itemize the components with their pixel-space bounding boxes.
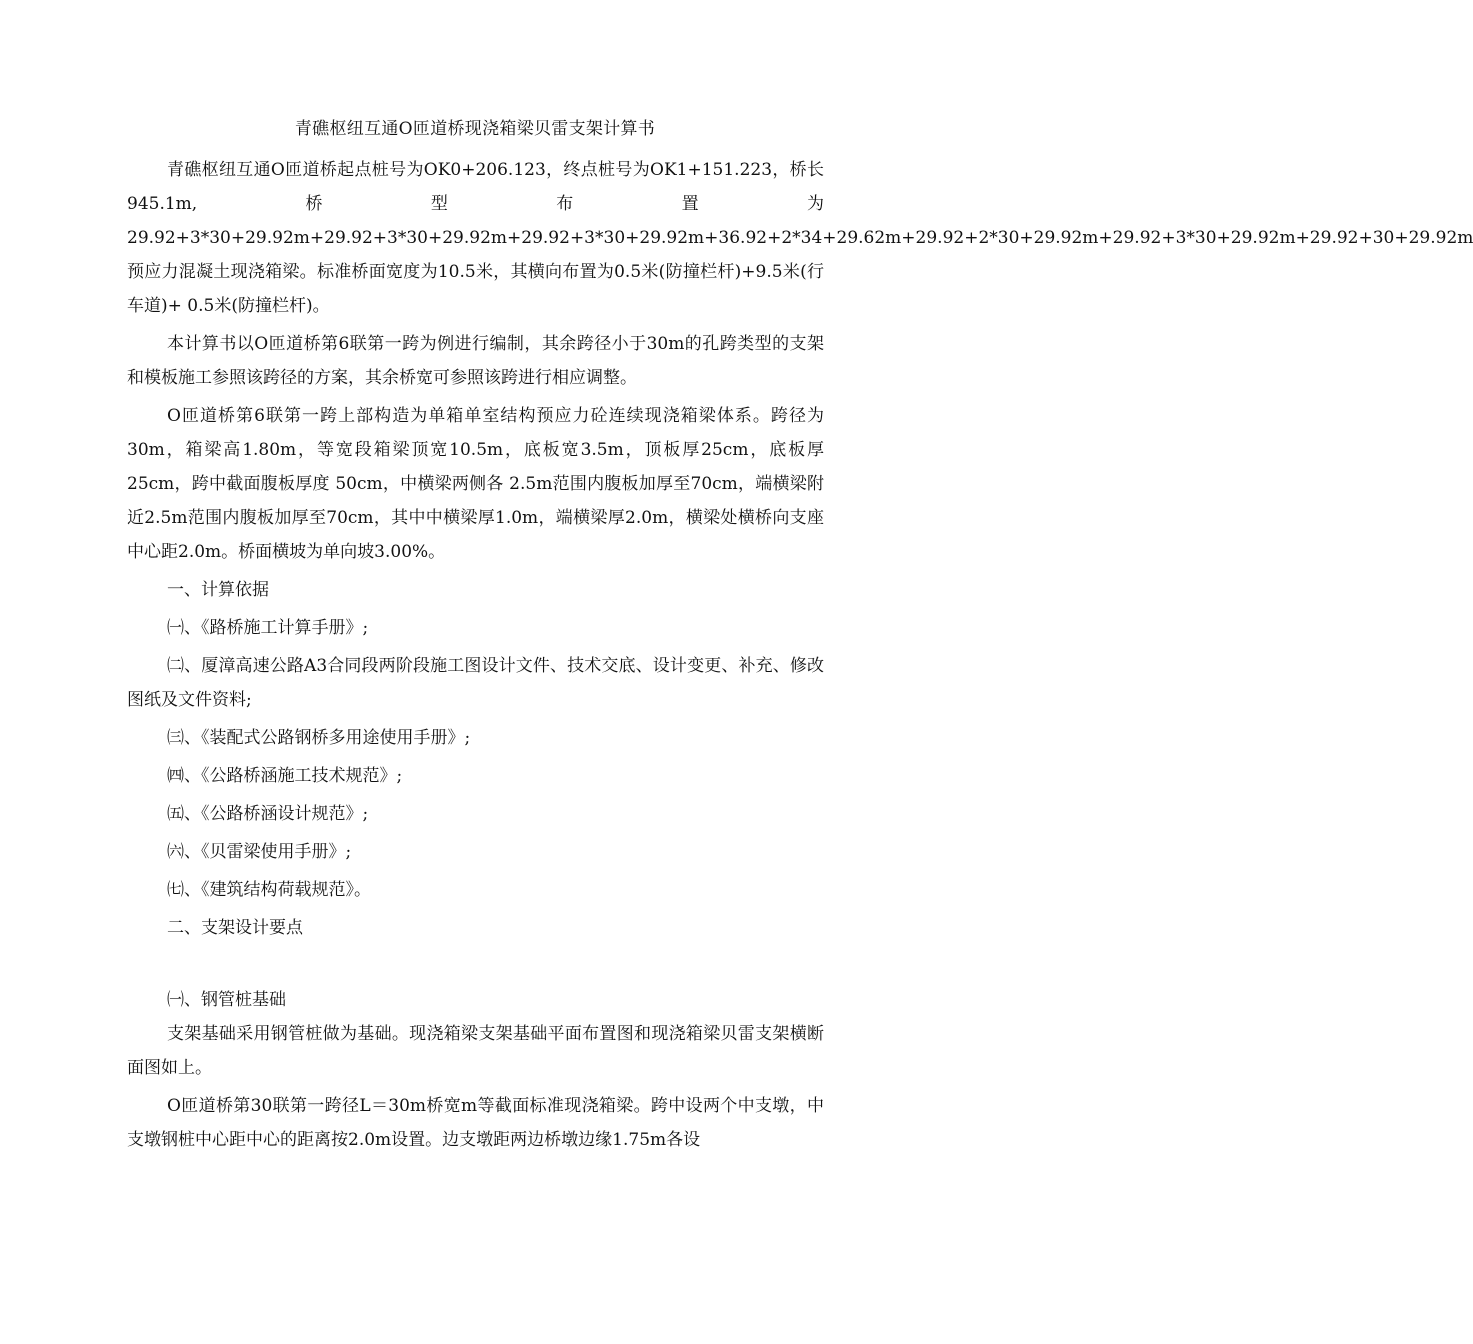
scope-paragraph: 本计算书以O匝道桥第6联第一跨为例进行编制，其余跨径小于30m的孔跨类型的支架和模板施工参照该跨径的方案，其余桥宽可参照该跨进行相应调整。 xyxy=(127,334,824,388)
span-paragraph: O匝道桥第30联第一跨径L＝30m桥宽m等截面标准现浇箱梁。跨中设两个中支墩，中支墩钢桩中心距中心的距离按2.0m设置。边支墩距两边桥墩边缘1.75m各设 xyxy=(127,1096,824,1150)
basis-item-5: ㈤、《公路桥涵设计规范》; xyxy=(167,804,369,824)
blank-line xyxy=(127,945,824,979)
intro-paragraph: 青礁枢纽互通O匝道桥起点桩号为OK0+206.123，终点桩号为OK1+151.223，桥长945.1m,桥型布置为29.92+3*30+29.92m+29.92+3*30+29.92m+29.92+3*30+29.92m+36.92+2*34+29.62m+29.92+2*30+29.92m+29.92+3*30+29.92m+29.92+30+29.92m预应力混凝土现浇箱梁。标准桥面宽度为10.5米，其横向布置为0.5米(防撞栏杆)+9.5米(行车道)+ 0.5米(防撞栏杆)。 xyxy=(127,160,1473,316)
basis-item-1: ㈠、《路桥施工计算手册》; xyxy=(167,618,369,638)
basis-item-4: ㈣、《公路桥涵施工技术规范》; xyxy=(167,766,403,786)
section-heading-basis: 一、计算依据 xyxy=(167,580,269,600)
basis-item-3: ㈢、《装配式公路钢桥多用途使用手册》; xyxy=(167,728,471,748)
basis-item-7: ㈦、《建筑结构荷载规范》。 xyxy=(167,880,371,900)
basis-item-6: ㈥、《贝雷梁使用手册》; xyxy=(167,842,352,862)
foundation-paragraph: 支架基础采用钢管桩做为基础。现浇箱梁支架基础平面布置图和现浇箱梁贝雷支架横断面图如上。 xyxy=(127,1024,824,1078)
document-title: 青礁枢纽互通O匝道桥现浇箱梁贝雷支架计算书 xyxy=(294,119,656,139)
subsection-heading-foundation: ㈠、钢管桩基础 xyxy=(167,990,286,1010)
section-heading-design: 二、支架设计要点 xyxy=(167,918,303,938)
document-body xyxy=(127,153,1473,1157)
structure-paragraph: O匝道桥第6联第一跨上部构造为单箱单室结构预应力砼连续现浇箱梁体系。跨径为30m，箱梁高1.80m，等宽段箱梁顶宽10.5m，底板宽3.5m，顶板厚25cm，底板厚25cm，跨中截面腹板厚度 50cm，中横梁两侧各 2.5m范围内腹板加厚至70cm，端横梁附近2.5m范围内腹板加厚至70cm，其中中横梁厚1.0m，端横梁厚2.0m，横梁处横桥向支座中心距2.0m。桥面横坡为单向坡3.00%。 xyxy=(127,406,824,562)
basis-item-2: ㈡、厦漳高速公路A3合同段两阶段施工图设计文件、技术交底、设计变更、补充、修改图纸及文件资料; xyxy=(127,656,824,710)
